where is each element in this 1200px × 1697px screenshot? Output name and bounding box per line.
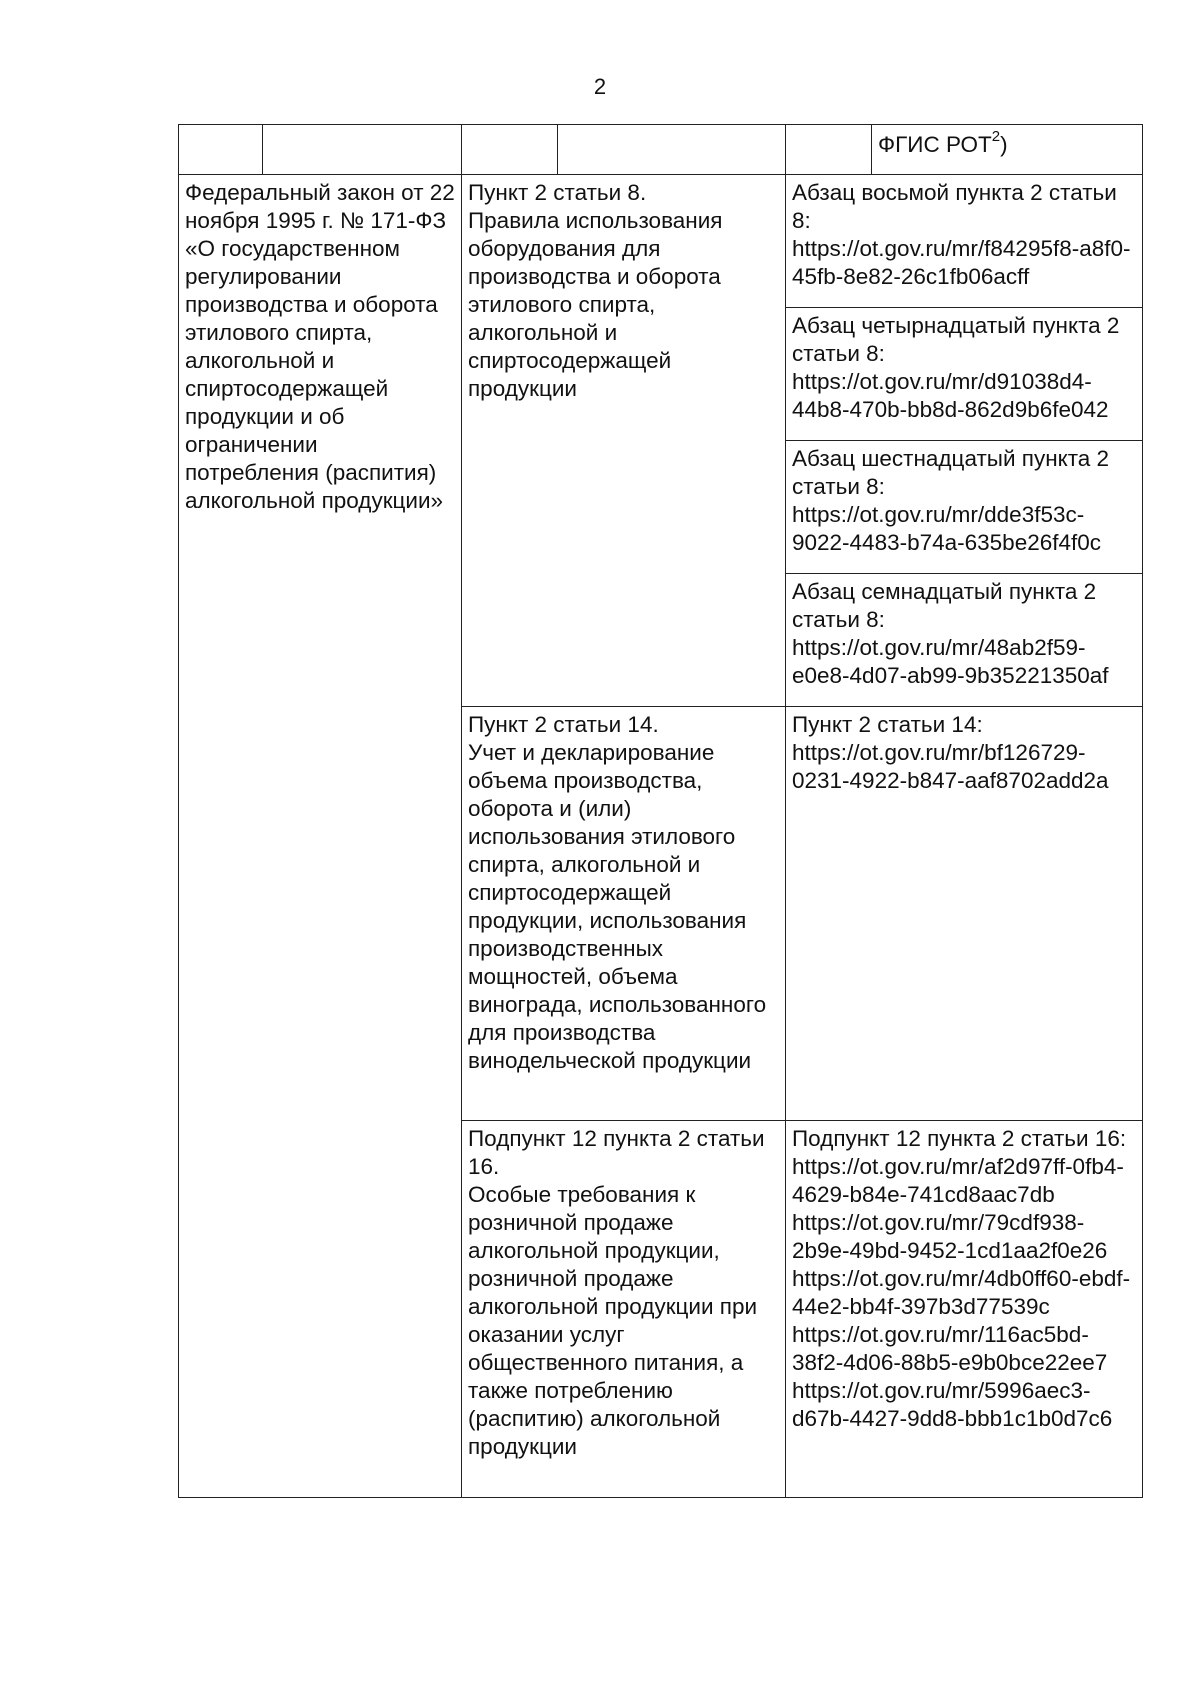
- table-header-row: [179, 125, 1143, 175]
- header-cell-system: [872, 125, 1143, 175]
- link-text[interactable]: Пункт 2 статьи 14: https://ot.gov.ru/mr/bf126729-0231-4922-b847-aaf8702add2a: [792, 712, 1109, 793]
- page-number: 2: [593, 74, 607, 99]
- link-text[interactable]: Абзац шестнадцатый пункта 2 статьи 8: https://ot.gov.ru/mr/dde3f53c-9022-4483-b74a-635be26f4f0c: [792, 446, 1110, 555]
- link-cell: [786, 441, 1143, 574]
- header-system-name: ФГИС РОТ: [878, 132, 992, 157]
- header-cell-5: [786, 125, 872, 175]
- table-row: [179, 175, 1143, 308]
- header-closing-paren: ): [1000, 132, 1008, 157]
- requirement-text: Пункт 2 статьи 8. Правила использования оборудования для производства и оборота этилового спирта, алкогольной и спиртосодержащей продукции: [468, 180, 723, 401]
- link-cell: [786, 175, 1143, 308]
- link-cell: [786, 308, 1143, 441]
- link-text[interactable]: Абзац семнадцатый пункта 2 статьи 8: https://ot.gov.ru/mr/48ab2f59-e0e8-4d07-ab99-9b35221350af: [792, 579, 1109, 688]
- header-cell-3: [462, 125, 558, 175]
- link-text[interactable]: Подпункт 12 пункта 2 статьи 16: https://ot.gov.ru/mr/af2d97ff-0fb4-4629-b84e-741cd8aac7db https://ot.gov.ru/mr/79cdf938-2b9e-49bd-9452-1cd1aa2f0e26 https://ot.gov.ru/mr/4db0ff60-ebdf-44e2-bb4f-397b3d77539c https://ot.gov.ru/mr/116ac5bd-38f2-4d06-88b5-e9b0bce22ee7 https://ot.gov.ru/mr/5996aec3-d67b-4427-9dd8-bbb1c1b0d7c6: [792, 1126, 1131, 1431]
- requirement-text: Пункт 2 статьи 14. Учет и декларирование объема производства, оборота и (или) использования этилового спирта, алкогольной и спиртосодержащей продукции, использования производственных мощностей, объема винограда, использованного для производства винодельческой продукции: [468, 712, 767, 1073]
- footnote-mark: 2: [991, 127, 1001, 145]
- requirements-table: [178, 124, 1143, 1498]
- link-cell: [786, 707, 1143, 1121]
- link-cell: [786, 574, 1143, 707]
- header-cell-1: [179, 125, 263, 175]
- requirement-cell: [462, 707, 786, 1121]
- law-title: Федеральный закон от 22 ноября 1995 г. № 171-ФЗ «О государственном регулировании производства и оборота этилового спирта, алкогольной и спиртосодержащей продукции и об ограничении потребления (распития) алкогольной продукции»: [185, 180, 455, 513]
- requirement-cell: [462, 175, 786, 707]
- requirement-cell: [462, 1121, 786, 1498]
- requirement-text: Подпункт 12 пункта 2 статьи 16. Особые требования к розничной продаже алкогольной продукции, розничной продаже алкогольной продукции при оказании услуг общественного питания, а также потреблению (распитию) алкогольной продукции: [468, 1126, 765, 1459]
- header-cell-4: [558, 125, 786, 175]
- header-cell-2: [263, 125, 462, 175]
- link-text[interactable]: Абзац восьмой пункта 2 статьи 8: https://ot.gov.ru/mr/f84295f8-a8f0-45fb-8e82-26c1fb06acff: [792, 180, 1131, 289]
- link-cell: [786, 1121, 1143, 1498]
- link-text[interactable]: Абзац четырнадцатый пункта 2 статьи 8: https://ot.gov.ru/mr/d91038d4-44b8-470b-bb8d-862d9b6fe042: [792, 313, 1120, 422]
- law-title-cell: [179, 175, 462, 1498]
